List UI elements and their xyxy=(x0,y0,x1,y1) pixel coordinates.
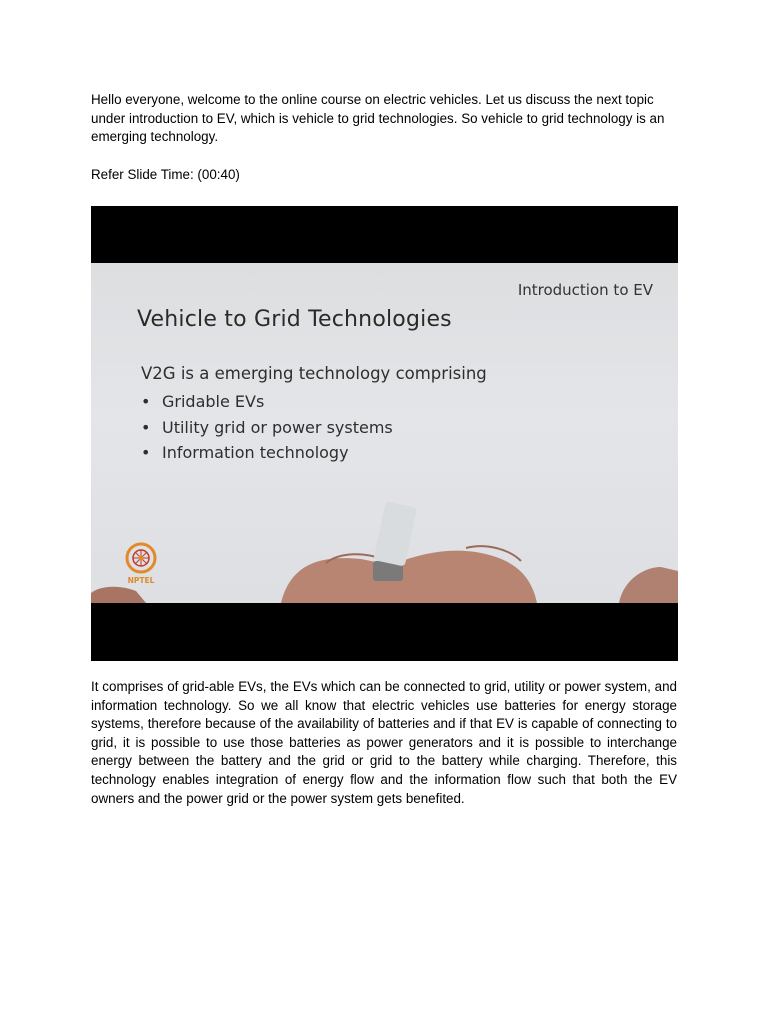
presenter-hand-with-marker xyxy=(91,263,678,603)
intro-paragraph: Hello everyone, welcome to the online course on electric vehicles. Let us discuss the next topic under introduction to EV, which is vehicle to grid technologies. So vehicle to grid technology is an emerging technology. xyxy=(91,92,665,145)
slide-corner-label: Introduction to EV xyxy=(517,281,653,299)
slide-lead-text: V2G is a emerging technology comprising xyxy=(141,364,487,383)
lecture-slide xyxy=(91,263,678,603)
refer-slide-time: Refer Slide Time: (00:40) xyxy=(91,167,240,182)
slide-title: Vehicle to Grid Technologies xyxy=(137,307,452,332)
body-paragraph: It comprises of grid-able EVs, the EVs which can be connected to grid, utility or power system, and information technology. So we all know that electric vehicles use batteries for energy storage systems, therefore because of the availability of batteries and if that EV is capable of connecting to grid, it is possible to use those batteries as power generators and it is possible to interchange energy between the battery and the grid or grid to the battery while charging. Therefore, this technology enables integration of energy flow and the information flow such that both the EV owners and the power grid or the power system gets benefited. xyxy=(91,679,677,806)
lecture-video-frame xyxy=(91,206,678,661)
svg-text:NPTEL: NPTEL xyxy=(127,576,155,585)
slide-bullet: • Information technology xyxy=(141,440,393,466)
slide-bullet: • Utility grid or power systems xyxy=(141,415,393,441)
slide-bullet: • Gridable EVs xyxy=(141,389,393,415)
